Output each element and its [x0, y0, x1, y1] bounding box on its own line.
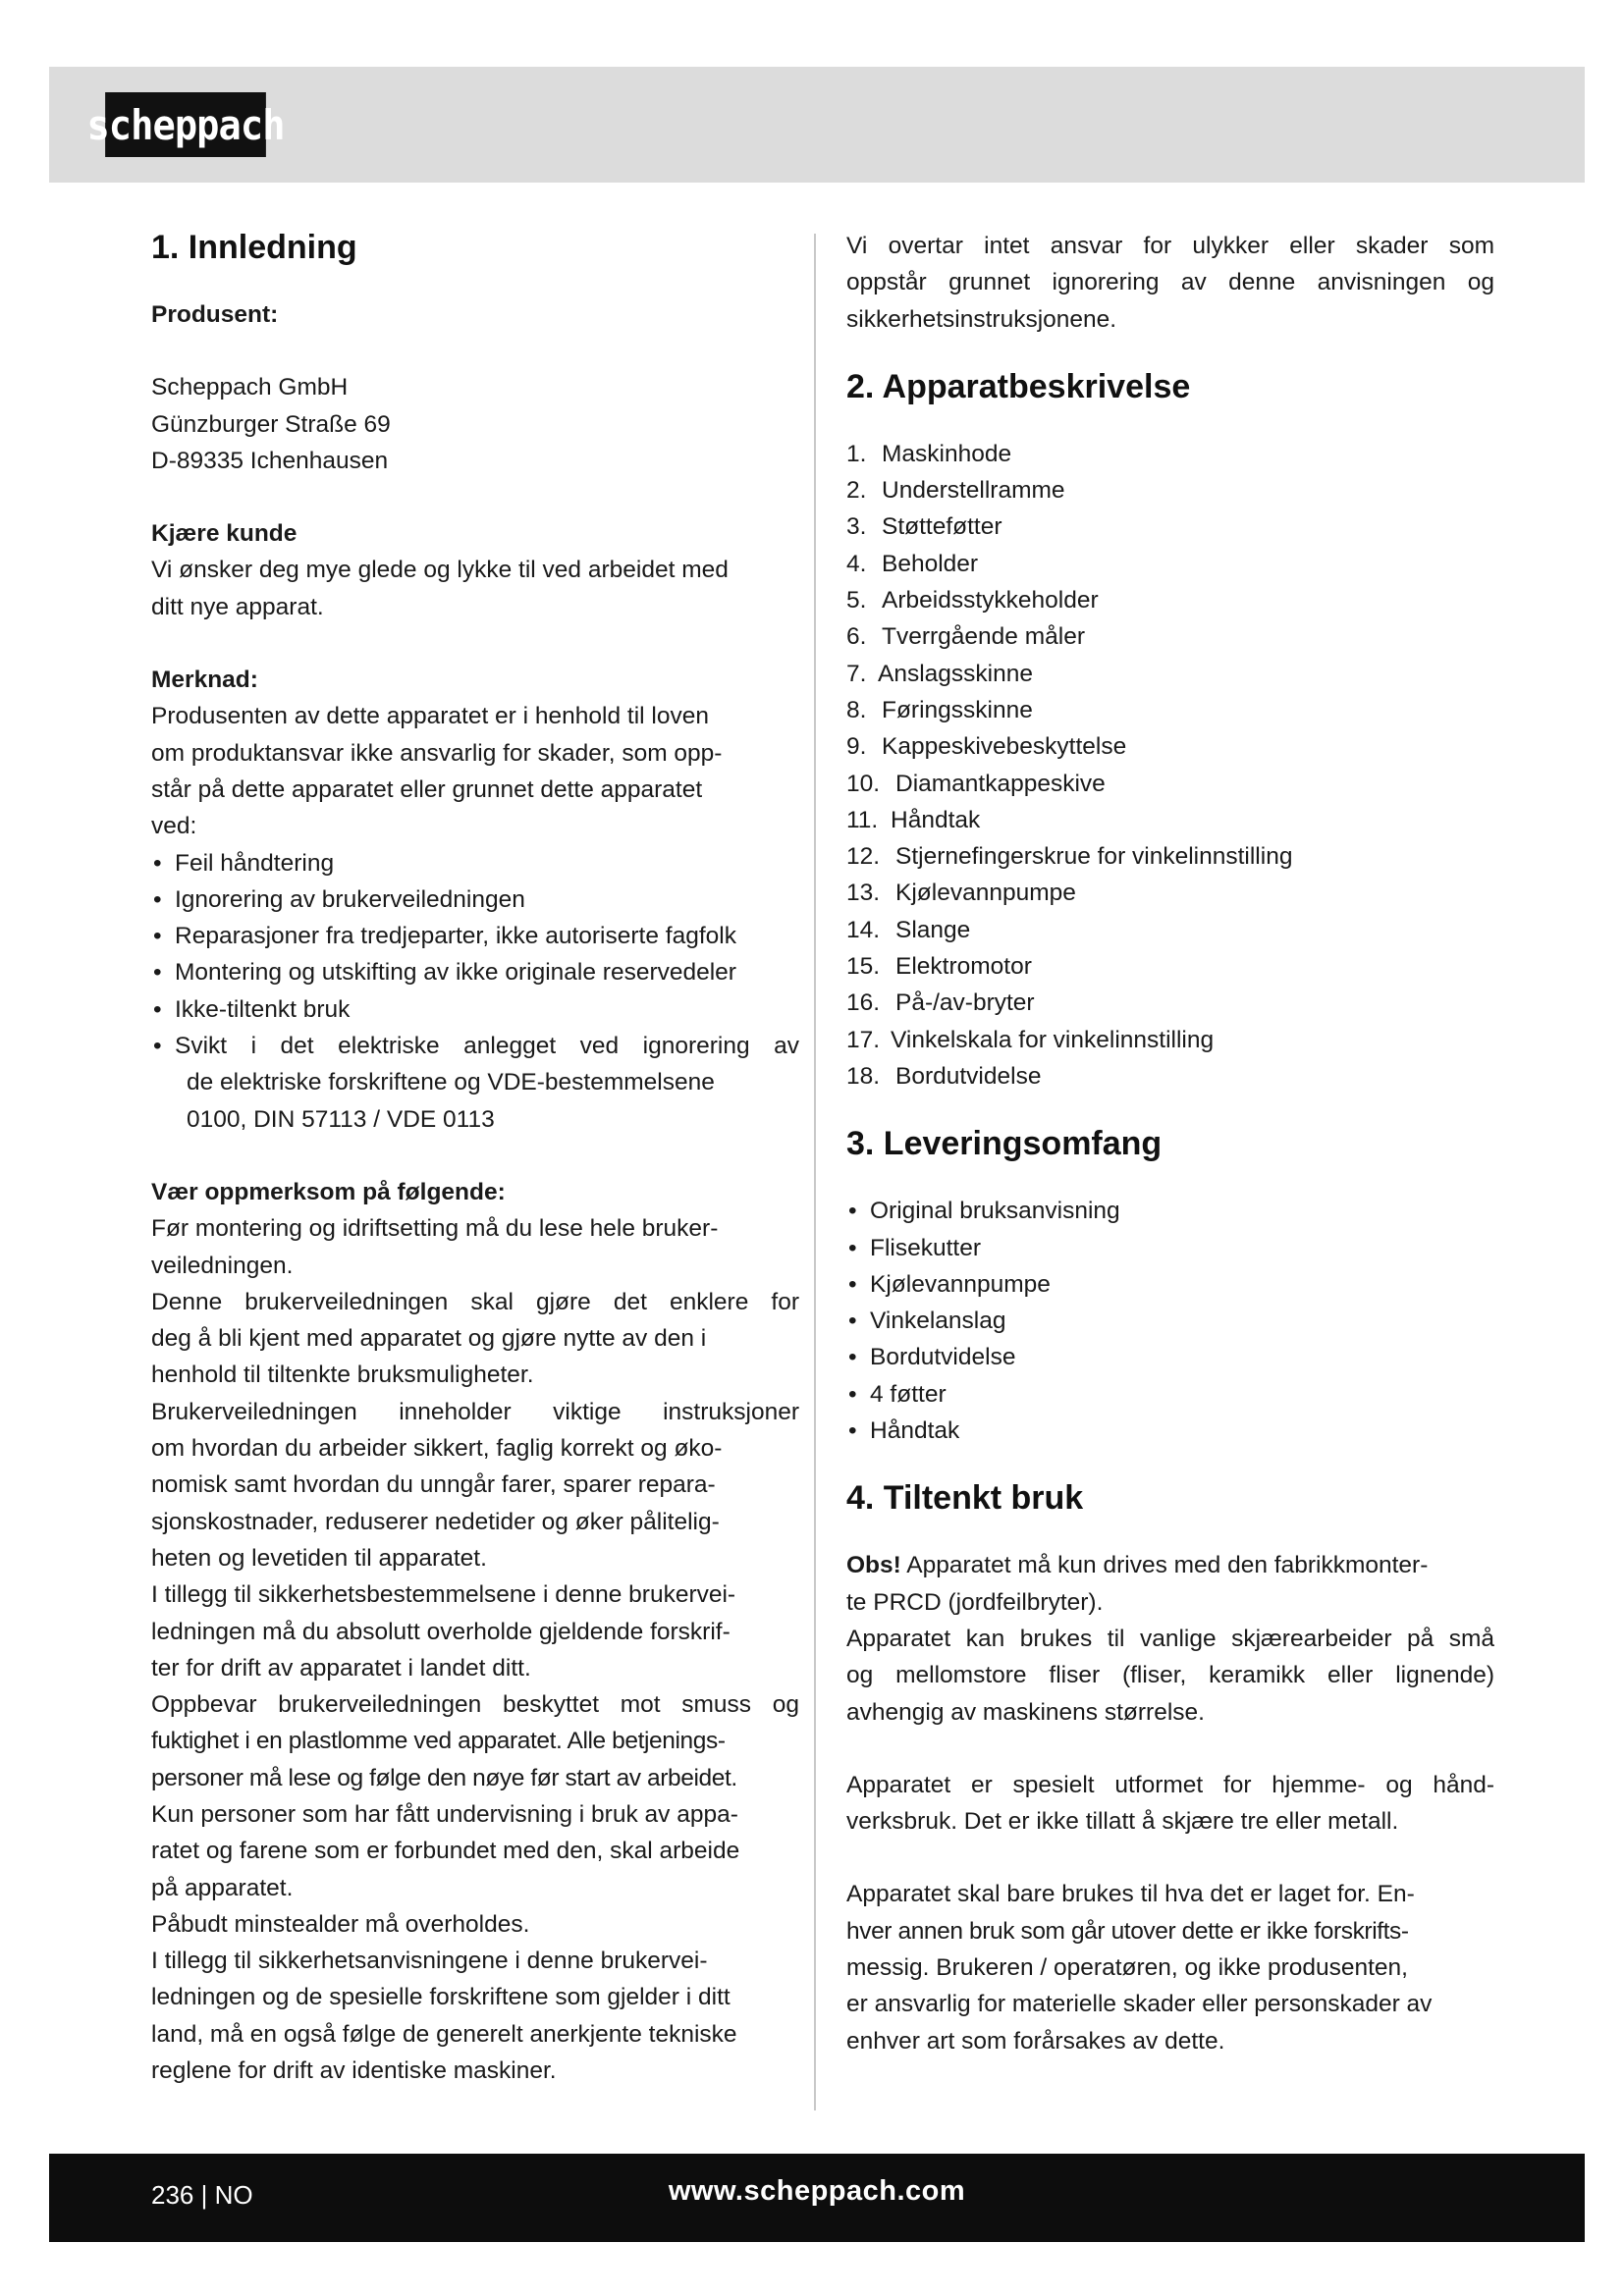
- list-item: • Original bruksanvisning: [846, 1193, 1494, 1229]
- scheppach-logo: scheppach: [105, 92, 266, 157]
- header-band: [49, 67, 1585, 183]
- liability-exclusion-list: [151, 845, 799, 1138]
- list-item: • Ignorering av brukerveiledningen: [151, 881, 799, 918]
- list-item: 6. Tverrgående måler: [846, 623, 1085, 651]
- left-column: 1. Innledning Produsent: Scheppach GmbH Günzburger Straße 69 D-89335 Ichenhausen Kjære kunde Vi ønsker deg mye glede og lykke til ved arbeidet med ditt nye apparat. Merknad: Produsenten av dette apparatet er i henhold til loven om produktansvar ikke ansvarlig for skader, som opp- står på dette apparatet eller grunnet dette apparatet ved: • Feil håndtering • Ignorering av brukerveiledningen • Reparasjoner fra tredjeparter, ikke autoriserte fagfolk • Montering og utskifting av ikke originale reservedeler • Ikke-tiltenkt bruk • Svikt i det elektriske anlegget ved ignorering av de elektriske forskriftene og VDE-bestemmelsene 0100, DIN 57113 / VDE 0113 Vær oppmerksom på følgende: Før montering og idriftsetting må du lese hele bruker- veiledningen. Denne brukerveiledningen skal gjøre det enklere for deg å bli kjent med apparatet og gjøre nytte av den i henhold til tiltenkte bruksmuligheter. Brukerveiledningen inneholder viktige instruksjoner om hvordan du arbeider sikkert, faglig korrekt og øko- nomisk samt hvordan du unngår farer, sparer repara- sjonskostnader, reduserer nedetider og øker pålitelig- heten og levetiden til apparatet. I tillegg til sikkerhetsbestemmelsene i denne brukervei- ledningen må du absolutt overholde gjeldende forskrif- ter for drift av apparatet i landet ditt. Oppbevar brukerveiledningen beskyttet mot smuss og fuktighet i en plastlomme ved apparatet. Alle betjenings- personer må lese og følge den nøye før start av arbeidet. Kun personer som har fått undervisning i bruk av appa- ratet og farene som er forbundet med den, skal arbeide på apparatet. Påbudt minstealder må overholdes. I tillegg til sikkerhetsanvisningene i denne brukervei- ledningen og de spesielle forskriftene som gjelder i ditt land, må en også følge de generelt anerkjente tekniske reglene for drift av identiske maskiner.: [151, 228, 799, 2089]
- list-item: • Montering og utskifting av ikke originale reservedeler: [151, 954, 799, 990]
- list-item: • Svikt i det elektriske anlegget ved ignorering av de elektriske forskriftene og VDE-bestemmelsene 0100, DIN 57113 / VDE 0113: [151, 1028, 799, 1138]
- right-column: [846, 228, 1494, 2059]
- list-item: 8. Føringsskinne: [846, 696, 1033, 723]
- producer-address: Scheppach GmbH Günzburger Straße 69 D-89335 Ichenhausen: [151, 374, 391, 474]
- list-item: 7. Anslagsskinne: [846, 660, 1033, 687]
- heading-tiltenkt-bruk: 4. Tiltenkt bruk: [846, 1479, 1084, 1518]
- list-item: • 4 føtter: [846, 1376, 1494, 1413]
- parts-list: [846, 436, 1494, 1095]
- list-item: • Feil håndtering: [151, 845, 799, 881]
- heading-leveringsomfang: 3. Leveringsomfang: [846, 1125, 1163, 1163]
- list-item: 18. Bordutvidelse: [846, 1062, 1042, 1090]
- list-item: 1. Maskinhode: [846, 440, 1012, 467]
- list-item: 10. Diamantkappeskive: [846, 770, 1106, 797]
- attention-text: Før montering og idriftsetting må du lese hele bruker- veiledningen. Denne brukerveiledningen skal gjøre det enklere for deg å bli kjent med apparatet og gjøre nytte av den i henhold til tiltenkte bruksmuligheter. Brukerveiledningen inneholder viktige instruksjoner om hvordan du arbeider sikkert, faglig korrekt og øko- nomisk samt hvordan du unngår farer, sparer repara- sjonskostnader, reduserer nedetider og øker pålitelig- heten og levetiden til apparatet. I tillegg til sikkerhetsbestemmelsene i denne brukervei- ledningen må du absolutt overholde gjeldende forskrif- ter for drift av apparatet i landet ditt. Oppbevar brukerveiledningen beskyttet mot smuss og fuktighet i en plastlomme ved apparatet. Alle betjenings- personer må lese og følge den nøye før start av arbeidet. Kun personer som har fått undervisning i bruk av appa- ratet og farene som er forbundet med den, skal arbeide på apparatet. Påbudt minstealder må overholdes. I tillegg til sikkerhetsanvisningene i denne brukervei- ledningen og de spesielle forskriftene som gjelder i ditt land, må en også følge de generelt anerkjente tekniske reglene for drift av identiske maskiner.: [151, 1215, 799, 2085]
- dear-customer-label: Kjære kunde: [151, 520, 298, 548]
- disclaimer-text: Vi overtar intet ansvar for ulykker eller skader som oppstår grunnet ignorering av denne anvisningen og sikkerhetsinstruksjonene.: [846, 233, 1494, 333]
- list-item: • Flisekutter: [846, 1230, 1494, 1266]
- obs-paragraph: Obs! Apparatet må kun drives med den fabrikkmonter-: [846, 1552, 1429, 1579]
- list-item: 2. Understellramme: [846, 477, 1065, 505]
- list-item: 12. Stjernefingerskrue for vinkelinnstilling: [846, 843, 1293, 871]
- list-item: 11. Håndtak: [846, 806, 981, 833]
- list-item: 16. På-/av-bryter: [846, 989, 1035, 1017]
- list-item: • Reparasjoner fra tredjeparter, ikke autoriserte fagfolk: [151, 918, 799, 954]
- note-label: Merknad:: [151, 667, 258, 694]
- list-item: • Ikke-tiltenkt bruk: [151, 991, 799, 1028]
- heading-apparatbeskrivelse: 2. Apparatbeskrivelse: [846, 367, 1191, 405]
- intended-use-text: te PRCD (jordfeilbryter). Apparatet kan brukes til vanlige skjærearbeider på små og mellomstore fliser (fliser, keramikk eller lignende) avhengig av maskinens størrelse.: [846, 1588, 1494, 1726]
- list-item: 13. Kjølevannpumpe: [846, 880, 1076, 907]
- heading-innledning: 1. Innledning: [151, 229, 357, 266]
- list-item: 3. Støtteføtter: [846, 513, 1002, 541]
- list-item: 15. Elektromotor: [846, 953, 1032, 981]
- liability-text: Apparatet skal bare brukes til hva det er laget for. En- hver annen bruk som går utover dette er ikke forskrifts- messig. Brukeren / operatøren, og ikke produsenten, er ansvarlig for materielle skader eller personskader av enhver art som forårsakes av dette.: [846, 1881, 1433, 2055]
- note-text: Produsenten av dette apparatet er i henhold til loven om produktansvar ikke ansvarlig for skader, som opp- står på dette apparatet eller grunnet dette apparatet ved:: [151, 703, 723, 840]
- page-number: 236 | NO: [151, 2180, 253, 2210]
- producer-label: Produsent:: [151, 301, 279, 328]
- footer-band: [49, 2154, 1585, 2242]
- column-divider: [814, 234, 816, 2110]
- attention-label: Vær oppmerksom på følgende:: [151, 1178, 506, 1205]
- website-link[interactable]: www.scheppach.com: [668, 2175, 966, 2207]
- list-item: • Vinkelanslag: [846, 1303, 1494, 1339]
- list-item: 4. Beholder: [846, 550, 979, 577]
- list-item: • Håndtak: [846, 1413, 1494, 1449]
- delivery-scope-list: [846, 1193, 1494, 1449]
- list-item: 5. Arbeidsstykkeholder: [846, 587, 1099, 614]
- home-use-text: Apparatet er spesielt utformet for hjemme- og hånd- verksbruk. Det er ikke tillatt å skjære tre eller metall.: [846, 1771, 1494, 1836]
- list-item: 17. Vinkelskala for vinkelinnstilling: [846, 1026, 1215, 1053]
- list-item: • Bordutvidelse: [846, 1339, 1494, 1375]
- list-item: 14. Slange: [846, 916, 971, 943]
- list-item: 9. Kappeskivebeskyttelse: [846, 733, 1127, 761]
- list-item: • Kjølevannpumpe: [846, 1266, 1494, 1303]
